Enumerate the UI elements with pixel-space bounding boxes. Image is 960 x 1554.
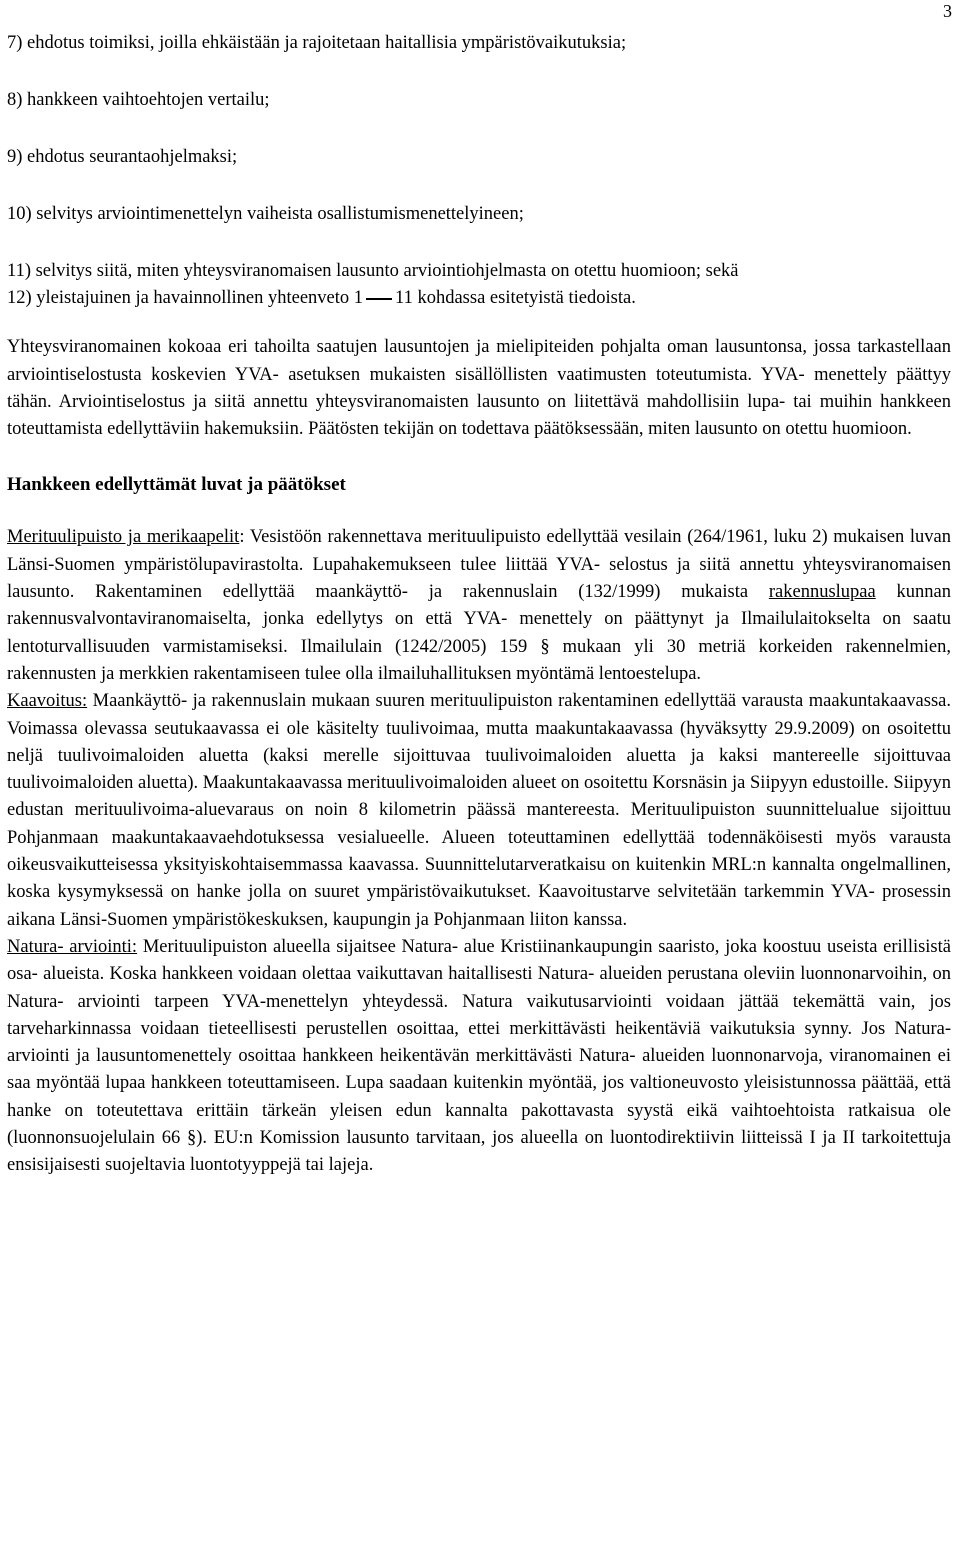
rakennuslupa-link[interactable]: rakennuslupaa bbox=[768, 582, 876, 603]
page-number: 3 bbox=[943, 1, 952, 21]
list-item-9: 9) ehdotus seurantaohjelmaksi; bbox=[7, 147, 238, 167]
merituulipuisto-paragraph bbox=[7, 524, 951, 688]
kaavoitus-label: Kaavoitus: bbox=[7, 691, 88, 712]
merituulipuisto-label: Merituulipuisto ja merikaapelit bbox=[7, 527, 240, 548]
list-item-12 bbox=[7, 285, 951, 312]
merituulipuisto-text-2: kunnan rakennusvalvontaviranomaiselta, jonka edellytys on että YVA- menettely on päättynyt ja Ilmailulaitokselta on saatu lentoturvallisuuden varmistamiseksi. Ilmailulain (1242/2005) 159 § mukaan yli 30 metriä korkeiden rakennelmien, rakennusten ja merkkien rakentamiseen tulee olla ilmailuhallituksen myöntämä lentoestelupa. bbox=[7, 582, 951, 684]
natura-paragraph bbox=[7, 934, 951, 1180]
em-dash bbox=[366, 298, 392, 300]
list-item-10: 10) selvitys arviointimenettelyn vaiheista osallistumismenettelyineen; bbox=[7, 204, 524, 224]
natura-text: Merituulipuiston alueella sijaitsee Natura- alue Kristiinankaupungin saaristo, joka koostuu useista erillisistä osa- alueista. Koska hankkeen voidaan olettaa vaikuttavan haitallisesti Natura- alueiden perustana oleviin luonnonarvoihin, on Natura- arviointi tarpeen YVA-menettelyn yhteydessä. Natura vaikutusarviointi voidaan jättää tekemättä vain, jos tarveharkinnassa voidaan tieteellisesti perustellen osoittaa, ettei merkittävästi heikentäviä vaikutuksia synny. Jos Natura- arviointi ja lausuntomenettely osoittaa hankkeen heikentävän merkittävästi Natura- alueiden luonnonarvoja, viranomainen ei saa myöntää lupaa hankkeen toteuttamiseen. Lupa saadaan kuitenkin myöntää, jos valtioneuvosto yleisistunnossa päättää, että hanke on toteutettava erittäin tärkeän yleisen edun kannalta pakottavasta syystä eikä vaihtoehtoista ratkaisua ole (luonnonsuojelulain 66 §). EU:n Komission lausunto tarvitaan, jos alueella on luontodirektiivin liitteissä I ja II tarkoitettuja ensisijaisesti suojeltavia luontotyyppejä tai lajeja. bbox=[7, 936, 951, 1176]
kaavoitus-text: Maankäyttö- ja rakennuslain mukaan suuren merituulipuiston rakentaminen edellyttää varausta maakuntakaavassa. Voimassa olevassa seutukaavassa ei ole käsitelty tuulivoimaa, mutta maakuntakaavassa (hyväksytty 29.9.2009) on osoitettu neljä tuulivoimaloiden aluetta (kaksi merelle sijoittuvaa tuulivoimaloiden aluetta ja kaksi mantereelle sijoittuvaa tuulivoimaloiden aluetta). Maakuntakaavassa merituulivoimaloiden alueet on osoitettu Korsnäsin ja Siipyyn edustoille. Siipyyn edustan merituulivoima-aluevaraus on noin 8 kilometrin päässä mantereesta. Merituulipuiston suunnittelualue sijoittuu Pohjanmaan maakuntakaavaehdotuksessa vesialueelle. Alueen toteuttaminen edellyttää todennäköisesti myös varausta oikeusvaikutteisessa yksityiskohtaisemmassa kaavassa. Suunnittelutarveratkaisu on kuitenkin MRL:n kannalta ongelmallinen, koska kysymyksessä on hanke jolla on suuret ympäristövaikutukset. Kaavoitustarve selvitetään tarkemmin YVA- prosessin aikana Länsi-Suomen ympäristökeskuksen, kaupungin ja Pohjanmaan liiton kanssa. bbox=[7, 691, 951, 930]
section-heading: Hankkeen edellyttämät luvat ja päätökset bbox=[7, 474, 346, 496]
list-item-11: 11) selvitys siitä, miten yhteysviranomaisen lausunto arviointiohjelmasta on otettu huomioon; sekä bbox=[7, 261, 739, 281]
merituulipuisto-colon: : bbox=[239, 527, 245, 548]
merituulipuisto-text-1: Vesistöön rakennettava merituulipuisto edellyttää vesilain (264/1961, luku 2) mukaisen luvan Länsi-Suomen ympäristölupavirastolta. Lupahakemukseen tulee liittää YVA- selostus ja siitä annettu yhteysviranomaisen lausunto. Rakentaminen edellyttää maankäyttö- ja rakennuslain (132/1999) mukaista bbox=[7, 527, 951, 603]
natura-label: Natura- arviointi: bbox=[7, 936, 138, 957]
intro-paragraph: Yhteysviranomainen kokoaa eri tahoilta saatujen lausuntojen ja mielipiteiden pohjalta oman lausuntonsa, jossa tarkastellaan arviointiselostusta koskevien YVA- asetuksen mukaisten sisällöllisten vaatimusten toteutumista. YVA- menettely päättyy tähän. Arviointiselostus ja siitä annettu yhteysviranomaisten lausunto on liitettävä mahdollisiin lupa- tai muihin hankkeen toteuttamista edellyttäviin hakemuksiin. Päätösten tekijän on todettava päätöksessään, miten lausunto on otettu huomioon. bbox=[7, 337, 951, 440]
list-item-7: 7) ehdotus toimiksi, joilla ehkäistään ja rajoitetaan haitallisia ympäristövaikutuksia; bbox=[7, 33, 627, 53]
list-item-12-start: 12) yleistajuinen ja havainnollinen yhteenveto 1 bbox=[7, 288, 364, 309]
kaavoitus-paragraph bbox=[7, 688, 951, 934]
document-body bbox=[7, 30, 951, 1180]
list-item-12-end: 11 kohdassa esitetyistä tiedoista. bbox=[395, 288, 636, 309]
list-item-8: 8) hankkeen vaihtoehtojen vertailu; bbox=[7, 90, 270, 110]
